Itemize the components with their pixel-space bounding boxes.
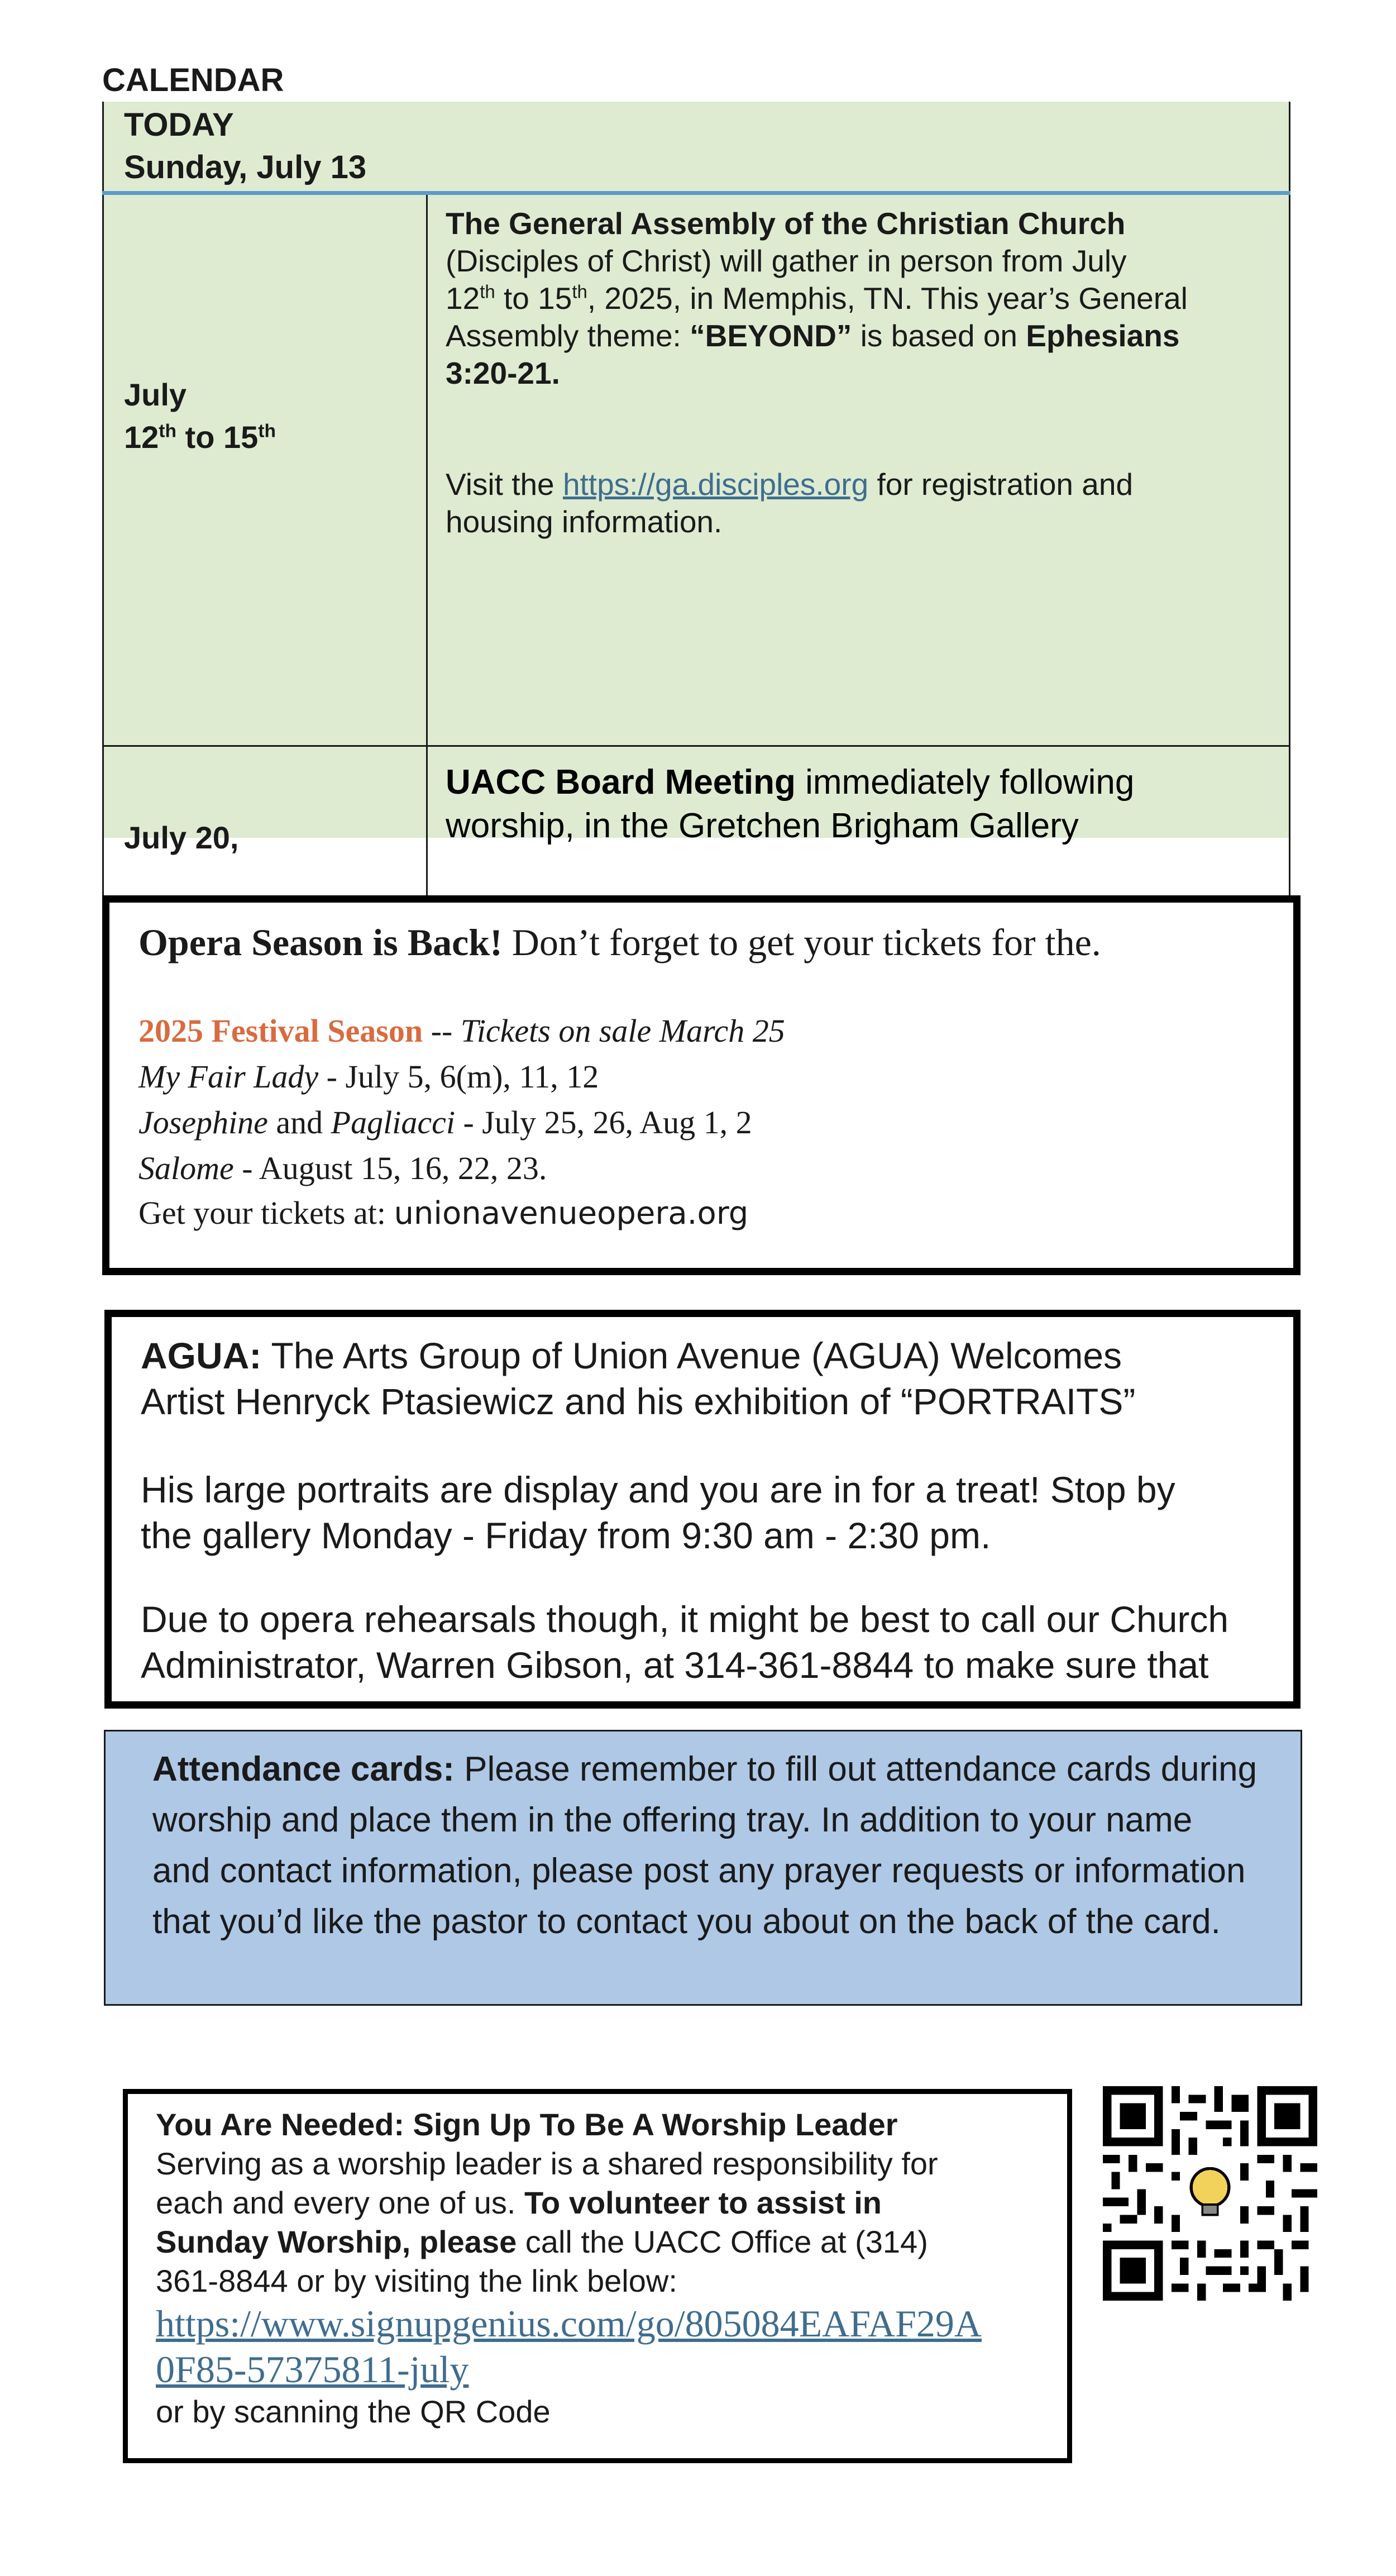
volunteer-box: [123, 2089, 1072, 2463]
event-description: The General Assembly of the Christian Church (Disciples of Christ) will gather in person from July 12th to 15th, 2025, in Memphis, TN. This year’s General Assembly theme: “BEYOND” is based on Ephesians 3:20-21. Visit the https://ga.disciples.org for registration and housing information.: [446, 206, 1188, 539]
event-date: July 12th to 15th: [124, 377, 276, 455]
attendance-text: Attendance cards: Please remember to fill out attendance cards during worship and place them in the offering tray. In addition to your name and contact information, please post any prayer requests or information that you’d like the pastor to contact you about on the back of the card.: [152, 1750, 1258, 1941]
festival-line: 2025 Festival Season -- Tickets on sale March 25: [138, 1013, 785, 1049]
calendar-heading: CALENDAR: [102, 62, 284, 98]
show-line: Salome - August 15, 16, 22, 23.: [138, 1150, 547, 1186]
opera-title: Opera Season is Back! Don’t forget to get your tickets for the.: [138, 921, 1101, 963]
opera-website[interactable]: unionavenueopera.org: [394, 1195, 749, 1232]
today-label: TODAY: [124, 107, 234, 143]
today-date: Sunday, July 13: [124, 149, 367, 185]
opera-box: [102, 895, 1301, 1275]
tickets-line: Get your tickets at: unionavenueopera.org: [138, 1195, 749, 1232]
agua-paragraph: His large portraits are display and you are in for a treat! Stop by the gallery Monday - Friday from 9:30 am - 2:30 pm.: [141, 1469, 1175, 1556]
qr-code[interactable]: [1103, 2086, 1317, 2301]
calendar-row: [102, 195, 1290, 747]
signup-link[interactable]: https://www.signupgenius.com/go/805084EAFAF29A 0F85-57375811-july: [156, 2302, 982, 2391]
calendar-table: [102, 102, 1290, 855]
event-date: July 20,: [124, 820, 239, 855]
show-line: Josephine and Pagliacci - July 25, 26, Aug 1, 2: [138, 1104, 752, 1141]
qr-code-image: [1103, 2086, 1317, 2301]
attendance-box: [104, 1730, 1302, 2006]
today-divider: [102, 191, 1290, 195]
agua-intro: AGUA: The Arts Group of Union Avenue (AGUA) Welcomes Artist Henryck Ptasiewicz and his exhibition of “PORTRAITS”: [141, 1335, 1136, 1422]
volunteer-text: You Are Needed: Sign Up To Be A Worship Leader Serving as a worship leader is a shared responsibility for each and every one of us. To volunteer to assist in Sunday Worship, please call the UACC Office at (314) 361-8844 or by visiting the link below: https://www.signupgenius.com/go/805084EAFAF29A 0F85-57375811-july or by scanning the QR Code: [156, 2105, 1060, 2431]
calendar-today-row: [102, 102, 1290, 191]
event-description: UACC Board Meeting immediately following worship, in the Gretchen Brigham Gallery: [446, 763, 1135, 845]
agua-paragraph: Due to opera rehearsals though, it might be best to call our Church Administrator, Warren Gibson, at 314-361-8844 to make sure that: [141, 1599, 1229, 1686]
show-line: My Fair Lady - July 5, 6(m), 11, 12: [138, 1058, 599, 1095]
column-divider: [426, 195, 428, 745]
agua-box: [104, 1310, 1301, 1709]
lightbulb-icon: [1180, 2163, 1240, 2224]
ga-disciples-link[interactable]: https://ga.disciples.org: [562, 467, 869, 502]
